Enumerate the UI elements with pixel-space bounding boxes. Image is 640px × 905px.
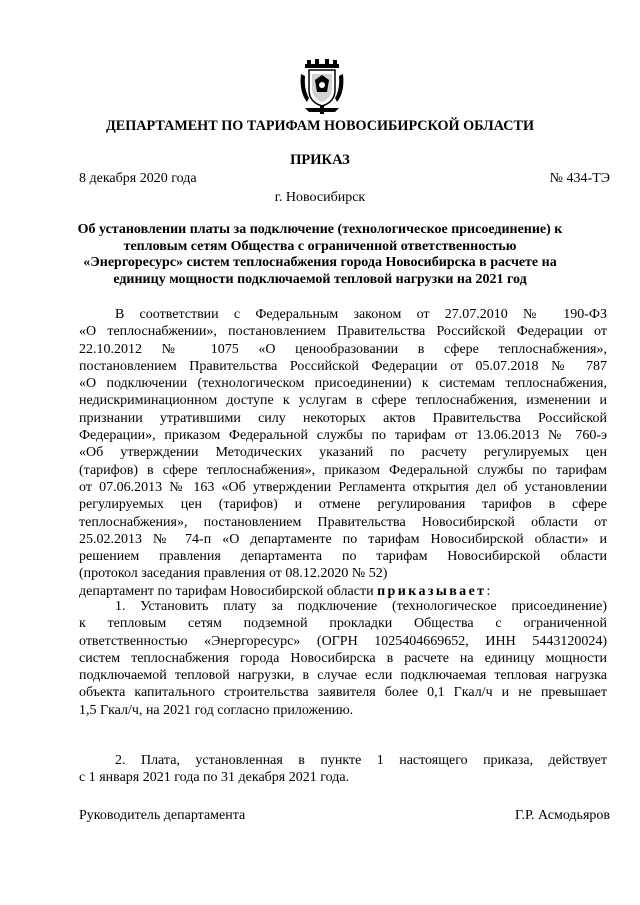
document-city: г. Новосибирск	[274, 190, 366, 205]
preamble-line: регулируемых цен (тарифов) и отмене регулирования тарифов в сфере	[79, 497, 607, 513]
preamble-line: от 07.06.2013 № 163 «Об утверждении Регламента открытия дел об установлении	[79, 479, 607, 495]
item-2-line: 2. Плата, установленная в пункте 1 настоящего приказа, действует	[115, 753, 607, 768]
signature-name: Г.Р. Асмодьяров	[514, 808, 610, 823]
decree-lead: департамент по тарифам Новосибирской области	[79, 583, 374, 599]
item-1-line: 1,5 Гкал/ч, на 2021 год согласно приложению.	[79, 702, 354, 718]
item-2-paragraph	[79, 752, 607, 787]
item-1-line: ответственностью «Энергоресурс» (ОГРН 1025404669652, ИНН 5443120024)	[79, 633, 607, 649]
preamble-line: (тарифов) в сфере теплоснабжения», приказом Федеральной службы по тарифам	[79, 462, 607, 478]
signature-position: Руководитель департамента	[79, 808, 246, 823]
preamble-line: Федерации», приказом Федеральной службы по тарифам от 13.06.2013 № 760-э	[79, 428, 607, 444]
title-line: «Энергоресурс» систем теплоснабжения города Новосибирска в расчете на	[83, 255, 557, 271]
item-1-line: объекта капитального строительства заявителя более 0,1 Гкал/ч и не превышает	[79, 685, 607, 701]
item-2-line: с 1 января 2021 года по 31 декабря 2021 года.	[79, 770, 350, 786]
preamble-line: В соответствии с Федеральным законом от 27.07.2010 № 190-ФЗ	[115, 307, 607, 322]
decree-word: приказывает	[377, 583, 487, 599]
preamble-line: теплоснабжения», постановлением Правительства Новосибирской области от	[79, 514, 607, 530]
document-title	[64, 222, 576, 288]
department-heading: ДЕПАРТАМЕНТ ПО ТАРИФАМ НОВОСИБИРСКОЙ ОБЛАСТИ	[105, 118, 535, 134]
preamble-line: 22.10.2012 № 1075 «О ценообразовании в сфере теплоснабжения»,	[79, 341, 607, 357]
preamble-line: постановлением Правительства Российской Федерации от 05.07.2018 № 787	[79, 358, 607, 374]
preamble-line: «О подключении (технологическом присоединении) к системам теплоснабжения,	[79, 376, 607, 392]
preamble-line: решением правления департамента по тарифам Новосибирской области	[79, 549, 607, 565]
preamble-line: признании утратившими силу некоторых актов Правительства Российской	[79, 410, 607, 426]
preamble-line: «О теплоснабжении», постановлением Правительства Российской Федерации от	[79, 324, 607, 340]
document-number: № 434-ТЭ	[549, 171, 610, 186]
preamble-line: «Об утверждении Методических указаний по расчету регулируемых цен	[79, 445, 607, 461]
item-1-line: 1. Установить плату за подключение (технологическое присоединение)	[115, 599, 607, 614]
preamble-line: 25.02.2013 № 74-п «О департаменте по тарифам Новосибирской области» и	[79, 531, 607, 547]
title-line: тепловым сетям Общества с ограниченной ответственностью	[123, 238, 517, 254]
coat-of-arms-icon	[297, 58, 347, 116]
document-type: ПРИКАЗ	[290, 152, 350, 168]
title-line: Об установлении платы за подключение (технологическое присоединение) к	[77, 222, 563, 237]
document-date: 8 декабря 2020 года	[79, 171, 197, 186]
item-1-line: систем теплоснабжения города Новосибирска в расчете на единицу мощности	[79, 650, 607, 666]
item-1-paragraph	[79, 598, 607, 719]
item-1-line: к тепловым сетям подземной прокладки Общества с ограниченной	[79, 616, 607, 632]
title-line: единицу мощности подключаемой тепловой нагрузки на 2021 год	[113, 271, 527, 287]
item-1-line: подключаемой тепловой нагрузки, в случае если подключаемая тепловая нагрузка	[79, 668, 607, 684]
preamble-line: (протокол заседания правления от 08.12.2020 № 52)	[79, 566, 388, 582]
decree-colon: :	[486, 583, 491, 599]
preamble-line: недискриминационном доступе к услугам в сфере теплоснабжения, изменении и	[79, 393, 607, 409]
preamble-paragraph	[79, 306, 607, 600]
